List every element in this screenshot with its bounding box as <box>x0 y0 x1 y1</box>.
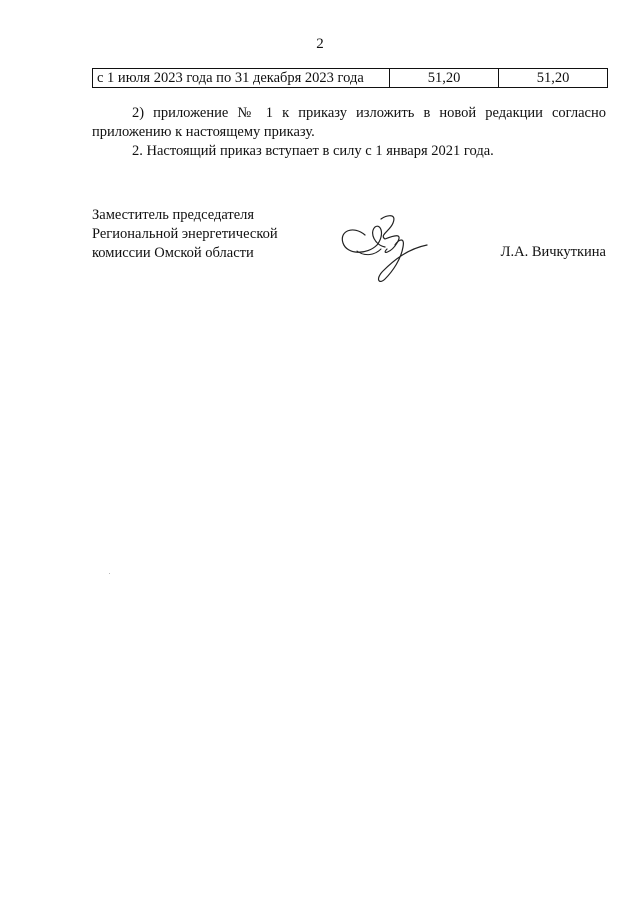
signer-name: Л.А. Вичкуткина <box>500 244 606 260</box>
scan-speck <box>109 573 110 574</box>
period-cell: с 1 июля 2023 года по 31 декабря 2023 года <box>93 69 390 88</box>
signer-title-line: Региональной энергетической <box>92 226 278 242</box>
signer-title-line: комиссии Омской области <box>92 245 254 261</box>
value-cell: 51,20 <box>499 69 608 88</box>
page-number: 2 <box>316 36 324 52</box>
value-cell: 51,20 <box>390 69 499 88</box>
signer-title <box>92 206 278 263</box>
signer-title-line: Заместитель председателя <box>92 207 255 223</box>
handwritten-signature <box>335 205 435 285</box>
paragraph-effective-date: 2. Настоящий приказ вступает в силу с 1 января 2021 года. <box>132 143 494 159</box>
paragraph-amendment: 2) приложение № 1 к приказу изложить в новой редакции согласно приложению к настоящему приказу. <box>92 105 606 140</box>
tariff-table <box>92 68 608 88</box>
table-row <box>93 69 608 88</box>
